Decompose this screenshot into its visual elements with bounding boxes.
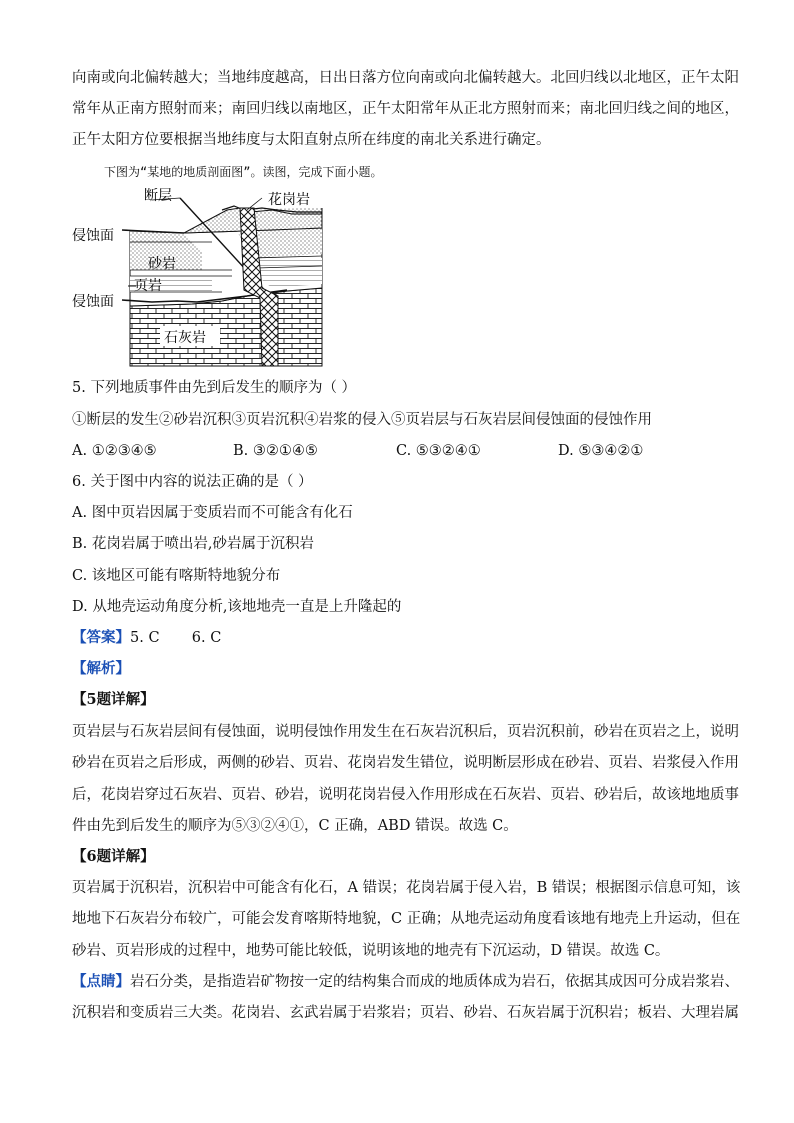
q6-option-d[interactable]: D. 从地壳运动角度分析,该地地壳一直是上升隆起的: [72, 599, 402, 615]
tip-line-1: [72, 972, 739, 992]
detail5-line-4: 件由先到后发生的顺序为⑤③②④①，C 正确，ABD 错误。故选 C。: [72, 818, 518, 834]
tip-line-2: 沉积岩和变质岩三大类。花岗岩、玄武岩属于岩浆岩；页岩、砂岩、石灰岩属于沉积岩；板岩、大理岩属: [72, 1005, 739, 1021]
q5-option-d[interactable]: D. ⑤③④②①: [558, 443, 644, 459]
detail5-line-1: 页岩层与石灰岩层间有侵蚀面，说明侵蚀作用发生在石灰岩沉积后，页岩沉积前，砂岩在页岩之上，说明: [72, 724, 739, 740]
answer-text: 5. C 6. C: [130, 630, 222, 646]
detail5-tag: 【5题详解】: [72, 691, 155, 708]
intro-line-2: 常年从正南方照射而来；南回归线以南地区，正午太阳常年从正北方照射而来；南北回归线之间的地区，: [72, 101, 739, 117]
intro-line-3: 正午太阳方位要根据当地纬度与太阳直射点所在纬度的南北关系进行确定。: [72, 132, 551, 148]
sandstone-label: 砂岩: [148, 256, 176, 272]
q5-option-c[interactable]: C. ⑤③②④①: [396, 443, 481, 459]
q5-option-a[interactable]: A. ①②③④⑤: [72, 443, 157, 459]
tip-tag: 【点睛】: [72, 973, 130, 990]
answer-line: [72, 628, 221, 648]
detail6-line-3: 砂岩、页岩形成的过程中，地势可能比较低，说明该地的地壳有下沉运动，D 错误。故选 C。: [72, 943, 670, 959]
q5-option-b[interactable]: B. ③②①④⑤: [233, 443, 318, 459]
geologic-cross-section-figure: [72, 188, 328, 368]
erosion-surface-top-label: 侵蚀面: [72, 228, 114, 244]
shale-label: 页岩: [134, 278, 162, 294]
intro-line-1: 向南或向北偏转越大；当地纬度越高，日出日落方位向南或向北偏转越大。北回归线以北地区，正午太阳: [72, 70, 739, 86]
q6-option-a[interactable]: A. 图中页岩因属于变质岩而不可能含有化石: [72, 505, 353, 521]
detail5-line-2: 砂岩在页岩之后形成，两侧的砂岩、页岩、花岗岩发生错位，说明断层形成在砂岩、页岩、岩浆侵入作用: [72, 755, 739, 771]
q6-option-c[interactable]: C. 该地区可能有喀斯特地貌分布: [72, 568, 281, 584]
q6-option-b[interactable]: B. 花岗岩属于喷出岩,砂岩属于沉积岩: [72, 536, 314, 552]
analysis-tag: 【解析】: [72, 660, 130, 677]
detail5-line-3: 后，花岗岩穿过石灰岩、页岩、砂岩，说明花岗岩侵入作用形成在石灰岩、页岩、砂岩后，故该地地质事: [72, 787, 739, 803]
erosion-surface-bottom-label: 侵蚀面: [72, 294, 114, 310]
q5-items: ①断层的发生②砂岩沉积③页岩沉积④岩浆的侵入⑤页岩层与石灰岩层间侵蚀面的侵蚀作用: [72, 412, 652, 428]
granite-label: 花岗岩: [268, 192, 310, 208]
figure-caption: 下图为“某地的地质剖面图”。读图，完成下面小题。: [104, 165, 383, 179]
tip-text-1: 岩石分类，是指造岩矿物按一定的结构集合而成的地质体成为岩石，依据其成因可分成岩浆岩、: [130, 974, 739, 990]
detail6-line-2: 地地下石灰岩分布较广，可能会发育喀斯特地貌，C 正确；从地壳运动角度看该地有地壳上升运动，但在: [72, 911, 741, 927]
detail6-line-1: 页岩属于沉积岩，沉积岩中可能含有化石，A 错误；花岗岩属于侵入岩，B 错误；根据图示信息可知，该: [72, 880, 741, 896]
q6-stem: 6. 关于图中内容的说法正确的是（ ）: [72, 474, 313, 490]
limestone-label: 石灰岩: [164, 330, 206, 346]
fault-label: 断层: [144, 188, 172, 204]
q5-stem: 5. 下列地质事件由先到后发生的顺序为（ ）: [72, 380, 357, 396]
detail6-tag: 【6题详解】: [72, 848, 155, 865]
answer-tag: 【答案】: [72, 629, 130, 646]
